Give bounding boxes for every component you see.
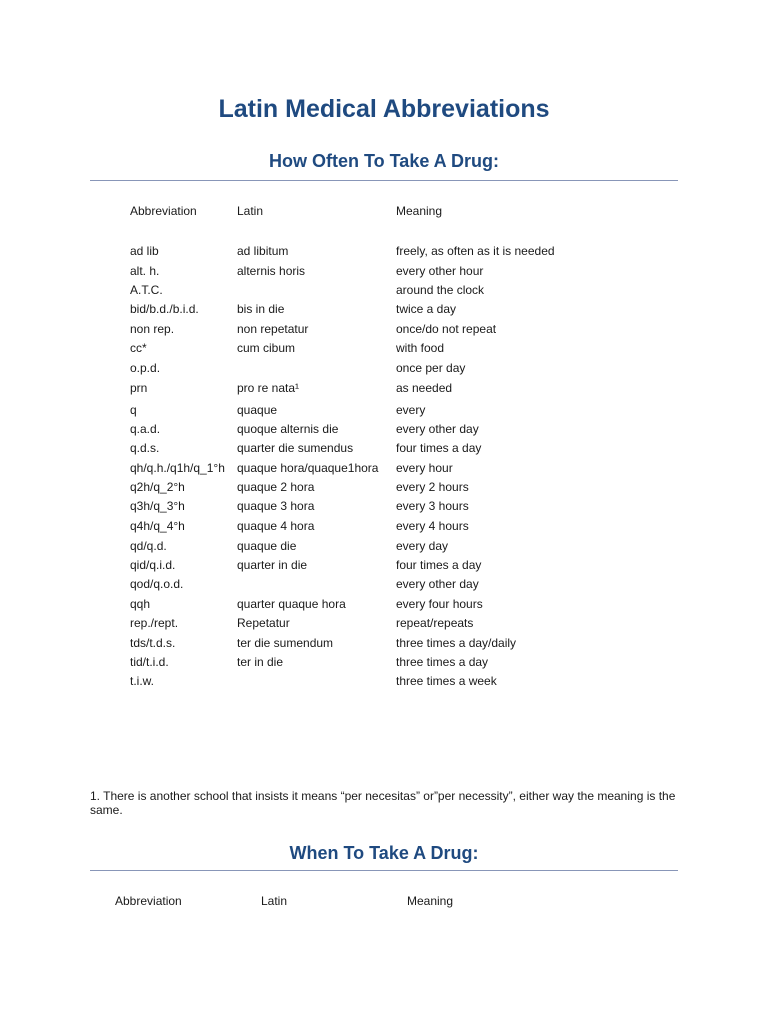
abbreviation-cell: q2h/q_2°h <box>130 480 185 494</box>
table-row <box>0 403 768 419</box>
meaning-cell: twice a day <box>396 302 457 316</box>
latin-cell: pro re nata¹ <box>237 381 300 395</box>
abbreviation-cell: o.p.d. <box>130 361 161 375</box>
meaning-cell: with food <box>396 341 445 355</box>
latin-cell: alternis horis <box>237 264 306 278</box>
meaning-cell: four times a day <box>396 441 482 455</box>
meaning-cell: every 3 hours <box>396 499 469 513</box>
table-row <box>0 302 768 318</box>
table-row <box>0 539 768 555</box>
section-divider <box>90 180 678 181</box>
meaning-cell: repeat/repeats <box>396 616 474 630</box>
abbreviation-cell: prn <box>130 381 148 395</box>
table-row <box>0 616 768 632</box>
table-row <box>0 636 768 652</box>
abbreviation-cell: q3h/q_3°h <box>130 499 185 513</box>
meaning-cell: three times a week <box>396 674 497 688</box>
column-header-latin: Latin <box>261 894 288 908</box>
table-row <box>0 441 768 457</box>
latin-cell: cum cibum <box>237 341 296 355</box>
abbreviation-cell: qh/q.h./q1h/q_1°h <box>130 461 225 475</box>
abbreviation-cell: q.d.s. <box>130 441 160 455</box>
meaning-cell: as needed <box>396 381 453 395</box>
table-row <box>0 461 768 477</box>
table-row <box>0 381 768 397</box>
footnote: 1. There is another school that insists it means “per necesitas” or”per necessity”, either way the meaning is the same. <box>90 789 676 817</box>
table-row <box>0 499 768 515</box>
table-row <box>0 283 768 299</box>
column-header-latin: Latin <box>237 204 264 218</box>
latin-cell: Repetatur <box>237 616 290 630</box>
meaning-cell: once per day <box>396 361 466 375</box>
abbreviation-cell: q.a.d. <box>130 422 161 436</box>
latin-cell: quarter quaque hora <box>237 597 346 611</box>
table-row <box>0 244 768 260</box>
abbreviation-cell: qd/q.d. <box>130 539 167 553</box>
table-header-row <box>0 894 768 910</box>
abbreviation-cell: cc* <box>130 341 147 355</box>
meaning-cell: three times a day <box>396 655 489 669</box>
latin-cell: quaque 2 hora <box>237 480 315 494</box>
abbreviation-cell: ad lib <box>130 244 159 258</box>
table-row <box>0 674 768 690</box>
latin-cell: quaque <box>237 403 278 417</box>
abbreviation-cell: tid/t.i.d. <box>130 655 169 669</box>
meaning-cell: every <box>396 403 426 417</box>
latin-cell: quarter die sumendus <box>237 441 354 455</box>
meaning-cell: every other hour <box>396 264 484 278</box>
latin-cell: quaque 3 hora <box>237 499 315 513</box>
meaning-cell: once/do not repeat <box>396 322 497 336</box>
abbreviation-cell: tds/t.d.s. <box>130 636 176 650</box>
table-row <box>0 655 768 671</box>
abbreviation-cell: qid/q.i.d. <box>130 558 176 572</box>
abbreviation-cell: t.i.w. <box>130 674 155 688</box>
latin-cell: quaque die <box>237 539 297 553</box>
meaning-cell: every 2 hours <box>396 480 469 494</box>
section-heading-when: When To Take A Drug: <box>289 843 479 863</box>
meaning-cell: every other day <box>396 577 479 591</box>
latin-cell: non repetatur <box>237 322 309 336</box>
abbreviation-cell: q <box>130 403 137 417</box>
table-row <box>0 422 768 438</box>
abbreviation-cell: q4h/q_4°h <box>130 519 185 533</box>
table-row <box>0 341 768 357</box>
meaning-cell: every 4 hours <box>396 519 469 533</box>
abbreviation-cell: alt. h. <box>130 264 160 278</box>
meaning-cell: around the clock <box>396 283 485 297</box>
table-row <box>0 322 768 338</box>
abbreviation-cell: qod/q.o.d. <box>130 577 184 591</box>
table-row <box>0 361 768 377</box>
meaning-cell: every day <box>396 539 449 553</box>
table-row <box>0 480 768 496</box>
abbreviation-cell: bid/b.d./b.i.d. <box>130 302 199 316</box>
page-title: Latin Medical Abbreviations <box>218 95 550 123</box>
column-header-abbreviation: Abbreviation <box>115 894 182 908</box>
column-header-abbreviation: Abbreviation <box>130 204 197 218</box>
meaning-cell: freely, as often as it is needed <box>396 244 555 258</box>
abbreviation-cell: A.T.C. <box>130 283 163 297</box>
abbreviation-cell: qqh <box>130 597 151 611</box>
latin-cell: quoque alternis die <box>237 422 339 436</box>
latin-cell: ter in die <box>237 655 284 669</box>
table-row <box>0 597 768 613</box>
meaning-cell: every hour <box>396 461 453 475</box>
latin-cell: quaque 4 hora <box>237 519 315 533</box>
table-row <box>0 264 768 280</box>
column-header-meaning: Meaning <box>407 894 454 908</box>
latin-cell: ter die sumendum <box>237 636 334 650</box>
table-row <box>0 519 768 535</box>
section-heading-how-often: How Often To Take A Drug: <box>269 151 499 171</box>
latin-cell: ad libitum <box>237 244 289 258</box>
column-header-meaning: Meaning <box>396 204 443 218</box>
table-row <box>0 558 768 574</box>
meaning-cell: three times a day/daily <box>396 636 517 650</box>
meaning-cell: every other day <box>396 422 479 436</box>
abbreviation-cell: rep./rept. <box>130 616 179 630</box>
latin-cell: bis in die <box>237 302 285 316</box>
meaning-cell: four times a day <box>396 558 482 572</box>
latin-cell: quarter in die <box>237 558 308 572</box>
table-header-row <box>0 204 768 220</box>
table-row <box>0 577 768 593</box>
meaning-cell: every four hours <box>396 597 483 611</box>
latin-cell: quaque hora/quaque1hora <box>237 461 379 475</box>
section-divider <box>90 870 678 871</box>
abbreviation-cell: non rep. <box>130 322 175 336</box>
